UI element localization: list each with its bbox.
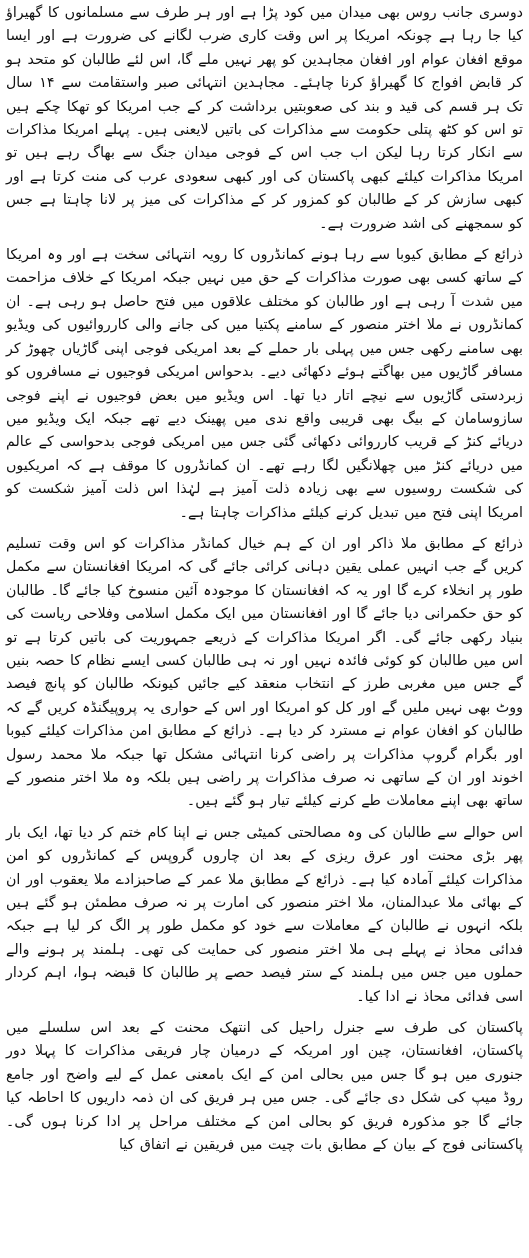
article-paragraph-2: ذرائع کے مطابق کیوبا سے رہا ہونے کمانڈروں کا رویہ انتہائی سخت ہے اور وہ امریکا کے ساتھ کسی بھی صورت مذاکرات کے حق میں نہیں جبکہ امریکا کے خلاف مزاحمت میں شدت آ رہی ہے اور طالبان کو مختلف علاقوں میں فتح حاصل ہو رہی ہے۔ ان کمانڈروں نے ملا اختر منصور کے سامنے پکتیا میں کی جانے والی کارروائیوں کی ویڈیو بھی سامنے رکھی جس میں پہلی بار حملے کے بعد امریکی فوجی اپنی گاڑیاں چھوڑ کر مسافر گاڑیوں میں بھاگتے ہوئے دکھائی دیے۔ بدحواس امریکی فوجیوں نے مسافروں کو زبردستی گاڑیوں سے نیچے اتار دیا تھا۔ اس ویڈیو میں بعض فوجیوں نے اپنے فوجی سازوسامان کے بیگ بھی قریبی واقع ندی میں پھینک دیے تھے جبکہ ایک ویڈیو میں دریائے کنڑ کے قریب کارروائی دکھائی گئی جس میں امریکی فوجی بدحواسی کے عالم میں دریائے کنڑ میں چھلانگیں لگا رہے تھے۔ ان کمانڈروں کا موقف ہے کہ امریکیوں کی شکست روسیوں سے بھی زیادہ ذلت آمیز ہے لہٰذا اس ذلت آمیز شکست کو امریکا اپنی فتح میں تبدیل کرنے کیلئے مذاکرات چاہتا ہے۔: [6, 247, 523, 521]
article-paragraph-1: دوسری جانب روس بھی میدان میں کود پڑا ہے اور ہر طرف سے مسلمانوں کا گھیراؤ کیا جا رہا ہے چونکہ امریکا پر اس وقت کاری ضرب لگانے کی ضرورت ہے اور ایسا موقع افغان عوام اور افغان مجاہدین کو پھر نہیں ملے گا، اس لئے طالبان کو متحد ہو کر قابض افواج کا گھیراؤ کرنا چاہئے۔ مجاہدین انتہائی صبر واستقامت سے ۱۴ سال تک ہر قسم کی قید و بند کی صعوبتیں برداشت کر کے جب امریکا کو تھکا چکے ہیں تو اس کو کٹھ پتلی حکومت سے مذاکرات کی باتیں لایعنی ہیں۔ پہلے امریکا مذاکرات سے انکار کرتا رہا لیکن اب جب اس کے فوجی میدان جنگ سے بھاگ رہے ہیں تو امریکا مذاکرات کیلئے کبھی پاکستان کی اور کبھی سعودی عرب کی منت کرتا ہے اور کبھی سازش کر کے طالبان کو کمزور کر کے مذاکرات کی میز پر لانا چاہتا ہے جس کو سمجھنے کی اشد ضرورت ہے۔: [6, 5, 523, 232]
article-paragraph-5: پاکستان کی طرف سے جنرل راحیل کی انتھک محنت کے بعد اس سلسلے میں پاکستان، افغانستان، چین اور امریکہ کے درمیان چار فریقی مذاکرات کا پہلا دور جنوری میں ہو گا جس میں بحالی امن کے ایک بامعنی عمل کے لیے واضح اور جامع روڈ میپ کی شکل دی جائے گی۔ جس میں ہر فریق کی ان ذمہ داریوں کا احاطہ کیا جائے گا جو مذکورہ فریق کو بحالی امن کے مختلف مراحل پر ادا کرنا ہوں گی۔ پاکستانی فوج کے بیان کے مطابق بات چیت میں فریقین نے اتفاق کیا: [6, 1020, 523, 1154]
article-paragraph-3: ذرائع کے مطابق ملا ذاکر اور ان کے ہم خیال کمانڈر مذاکرات کو اس وقت تسلیم کریں گے جب انہیں عملی یقین دہانی کرائی جائے گی کہ امریکا افغانستان سے مکمل طور پر انخلاء کرے گا اور یہ کہ افغانستان کا موجودہ آئین منسوخ کیا جائے گا۔ طالبان کو حق حکمرانی دیا جائے گا اور افغانستان میں ایک مکمل اسلامی وفلاحی ریاست کی بنیاد رکھی جائے گی۔ اگر امریکا مذاکرات کے ذریعے جمہوریت کی باتیں کرتا ہے تو اس میں طالبان کو کوئی فائدہ نہیں اور نہ ہی طالبان کسی ایسے نظام کا حصہ بنیں گے جس میں مغربی طرز کے انتخاب منعقد کیے جائیں کیونکہ طالبان کو پانچ فیصد ووٹ بھی نہیں ملیں گے اور کل کو امریکا اور اس کے حواری یہ پروپیگنڈہ کریں گے کہ طالبان کو افغان عوام نے مسترد کر دیا ہے۔ ذرائع کے مطابق امن مذاکرات کیلئے کیوبا اور بگرام گروپ مذاکرات پر راضی کرنا انتہائی مشکل تھا جبکہ ملا محمد رسول اخوند اور ان کے ساتھی نہ صرف مذاکرات پر راضی ہیں بلکہ وہ ملا اختر منصور کے ساتھ بھی اپنے معاملات طے کرنے کیلئے تیار ہو گئے ہیں۔: [6, 535, 523, 810]
article-paragraph-4: اس حوالے سے طالبان کی وہ مصالحتی کمیٹی جس نے اپنا کام ختم کر دیا تھا، ایک بار پھر بڑی محنت اور عرق ریزی کے بعد ان چاروں گروپس کے کمانڈروں کو امن مذاکرات کیلئے آمادہ کیا ہے۔ ذرائع کے مطابق ملا عمر کے صاحبزادے ملا یعقوب اور ان کے بھائی ملا عبدالمنان، ملا اختر منصور کی امارت پر نہ صرف مطمئن ہو گئے ہیں بلکہ انہوں نے طالبان کے معاملات سے خود کو مکمل طور پر الگ کر لیا ہے جبکہ فدائی محاذ نے پہلے ہی ملا اختر منصور کی حمایت کی تھی۔ ہلمند پر ہونے والے حملوں میں جس میں ہلمند کے ستر فیصد حصے پر طالبان کا قبضہ ہوا، اہم کردار اسی فدائی محاذ نے ادا کیا۔: [6, 824, 523, 1005]
